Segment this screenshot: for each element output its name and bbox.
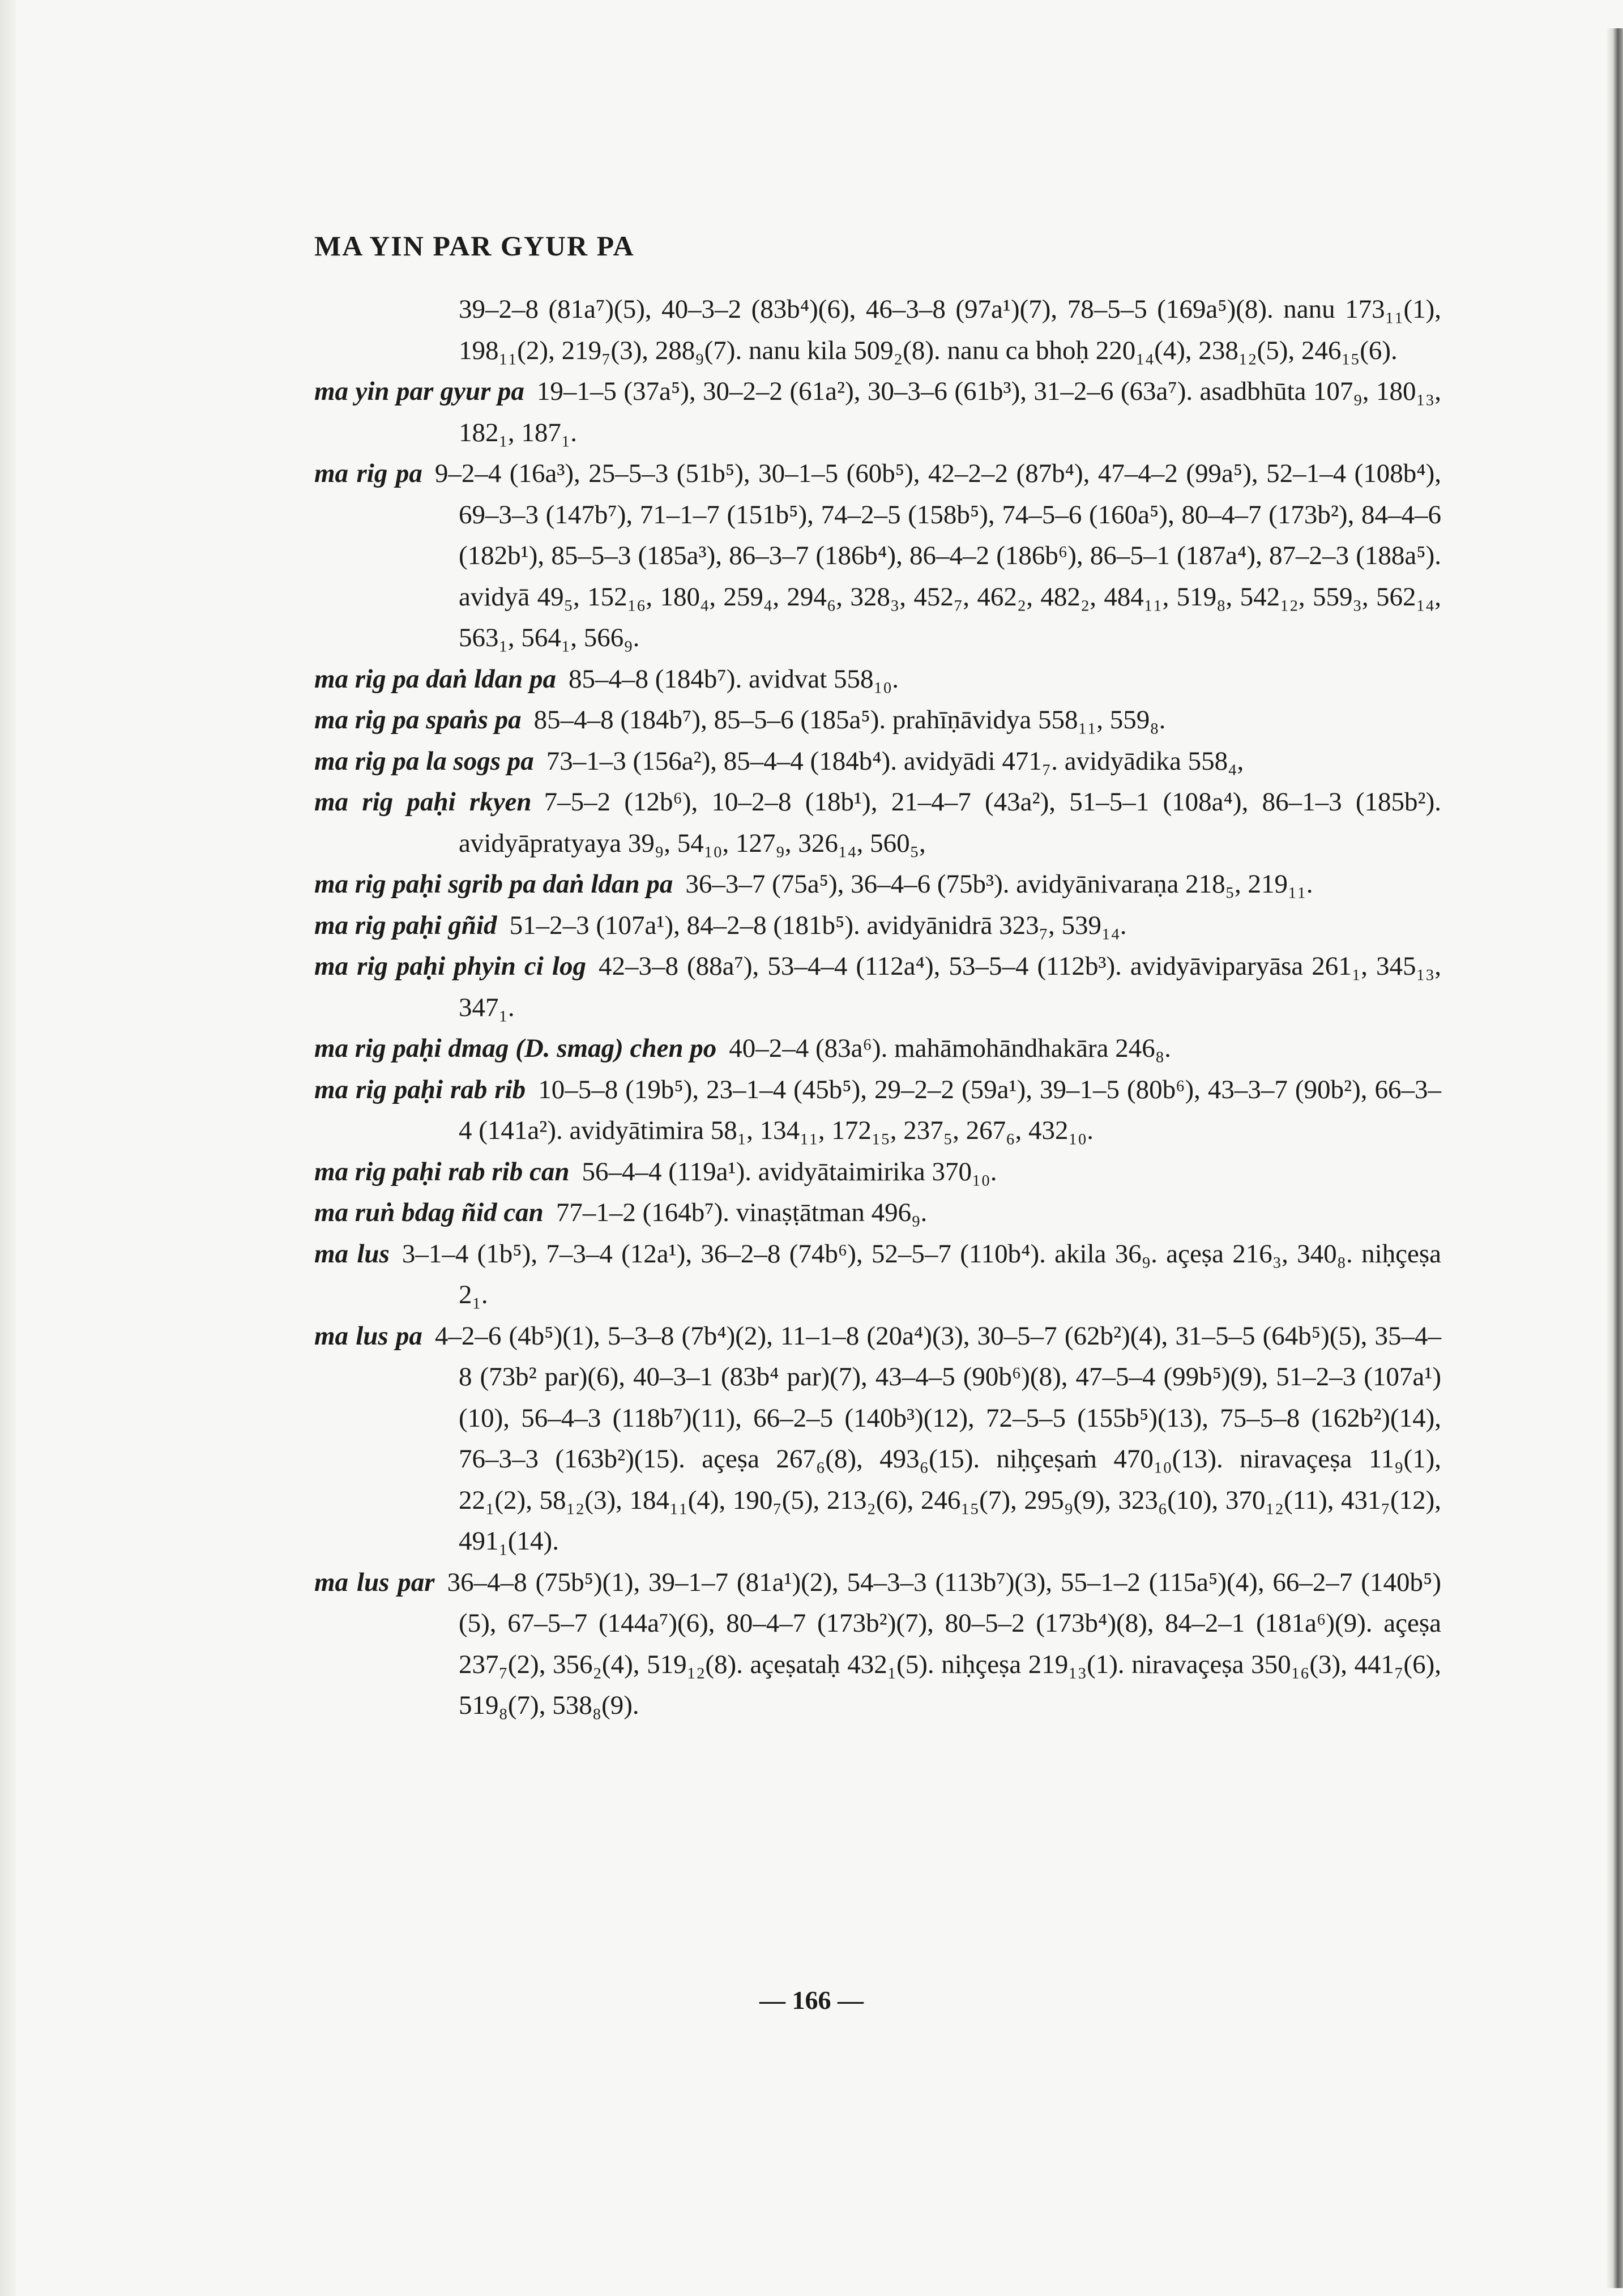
page-number: — 166 — (759, 1986, 864, 2015)
entry-references: 4–2–6 (4b⁵)(1), 5–3–8 (7b⁴)(2), 11–1–8 (20a⁴)(3), 30–5–7 (62b²)(4), 31–5–5 (64b⁵)(5), 35–4–8 (73b² par)(6), 40–3–1 (83b⁴ par)(7), 43–4–5 (90b⁶)(8), 47–5–4 (99b⁵)(9), 51–2–3 (107a¹)(10), 56–4–3 (118b⁷)(11), 66–2–5 (140b³)(12), 72–5–5 (155b⁵)(13), 75–5–8 (162b²)(14), 76–3–3 (163b²)(15). açeṣa 267₆(8), 493₆(15). niḥçeṣaṁ 470₁₀(13). niravaçeṣa 11₉(1), 22₁(2), 58₁₂(3), 184₁₁(4), 190₇(5), 213₂(6), 246₁₅(7), 295₉(9), 323₆(10), 370₁₂(11), 431₇(12), 491₁(14). (434, 1321, 1442, 1556)
dictionary-entry (314, 1028, 1441, 1069)
dictionary-entry (314, 905, 1441, 946)
entry-headword: ma rig paḥi sgrib pa daṅ ldan pa (314, 869, 673, 899)
entry-headword: ma yin par gyur pa (314, 377, 524, 406)
entry-headword: ma lus par (314, 1567, 435, 1597)
entry-references: 36–4–8 (75b⁵)(1), 39–1–7 (81a¹)(2), 54–3–3 (113b⁷)(3), 55–1–2 (115a⁵)(4), 66–2–7 (140b⁵)(5), 67–5–7 (144a⁷)(6), 80–4–7 (173b²)(7), 80–5–2 (173b⁴)(8), 84–2–1 (181a⁶)(9). açeṣa 237₇(2), 356₂(4), 519₁₂(8). açeṣataḥ 432₁(5). niḥçeṣa 219₁₃(1). niravaçeṣa 350₁₆(3), 441₇(6), 519₈(7), 538₈(9). (447, 1567, 1441, 1720)
entry-headword: ma rig paḥi phyin ci log (314, 951, 586, 981)
dictionary-entry (314, 699, 1441, 741)
page-left-edge (0, 0, 16, 2296)
entry-references: 36–3–7 (75a⁵), 36–4–6 (75b³). avidyānivaraṇa 218₅, 219₁₁. (685, 869, 1313, 899)
entry-headword: ma rig paḥi dmag (D. smag) chen po (314, 1034, 717, 1063)
entry-references: 73–1–3 (156a²), 85–4–4 (184b⁴). avidyādi 471₇. avidyādika 558₄, (546, 746, 1244, 776)
dictionary-entries (314, 289, 1441, 1726)
entry-headword: ma lus pa (314, 1321, 422, 1351)
dictionary-entry (314, 1192, 1441, 1234)
entry-references: 9–2–4 (16a³), 25–5–3 (51b⁵), 30–1–5 (60b⁵), 42–2–2 (87b⁴), 47–4–2 (99a⁵), 52–1–4 (108b⁴), 69–3–3 (147b⁷), 71–1–7 (151b⁵), 74–2–5 (158b⁵), 74–5–6 (160a⁵), 80–4–7 (173b²), 84–4–6 (182b¹), 85–5–3 (185a³), 86–3–7 (186b⁴), 86–4–2 (186b⁶), 86–5–1 (187a⁴), 87–2–3 (188a⁵). avidyā 49₅, 152₁₆, 180₄, 259₄, 294₆, 328₃, 452₇, 462₂, 482₂, 484₁₁, 519₈, 542₁₂, 559₃, 562₁₄, 563₁, 564₁, 566₉. (434, 459, 1441, 652)
dictionary-entry (314, 659, 1441, 700)
dictionary-entry (314, 741, 1441, 782)
dictionary-entry (314, 1151, 1441, 1193)
dictionary-entry (314, 1234, 1441, 1316)
entry-references: 77–1–2 (164b⁷). vinaṣṭātman 496₉. (556, 1198, 928, 1227)
entry-references: 10–5–8 (19b⁵), 23–1–4 (45b⁵), 29–2–2 (59a¹), 39–1–5 (80b⁶), 43–3–7 (90b²), 66–3–4 (141a²). avidyātimira 58₁, 134₁₁, 172₁₅, 237₅, 267₆, 432₁₀. (459, 1074, 1441, 1145)
entry-headword: ma lus (314, 1239, 390, 1269)
dictionary-entry (314, 1069, 1441, 1151)
page-right-edge (1606, 28, 1623, 2288)
entry-references: 85–4–8 (184b⁷), 85–5–6 (185a⁵). prahīṇāvidya 558₁₁, 559₈. (533, 705, 1166, 735)
entry-references: 39–2–8 (81a⁷)(5), 40–3–2 (83b⁴)(6), 46–3–8 (97a¹)(7), 78–5–5 (169a⁵)(8). nanu 173₁₁(1), 198₁₁(2), 219₇(3), 288₉(7). nanu kila 509₂(8). nanu ca bhoḥ 220₁₄(4), 238₁₂(5), 246₁₅(6). (459, 295, 1441, 365)
page-heading: MA YIN PAR GYUR PA (314, 230, 635, 262)
dictionary-entry (314, 946, 1441, 1028)
dictionary-entry (314, 1562, 1441, 1726)
dictionary-entry (314, 782, 1441, 864)
dictionary-entry (314, 371, 1441, 453)
entry-references: 51–2–3 (107a¹), 84–2–8 (181b⁵). avidyānidrā 323₇, 539₁₄. (509, 910, 1127, 940)
entry-references: 19–1–5 (37a⁵), 30–2–2 (61a²), 30–3–6 (61b³), 31–2–6 (63a⁷). asadbhūta 107₉, 180₁₃, 182₁, 187₁. (459, 377, 1441, 447)
entry-headword: ma rig pa daṅ ldan pa (314, 664, 556, 694)
dictionary-entry (314, 453, 1441, 659)
entry-headword: ma rig pa (314, 459, 422, 488)
entry-references: 56–4–4 (119a¹). avidyātaimirika 370₁₀. (582, 1156, 997, 1187)
entry-headword: ma rig paḥi rab rib (314, 1074, 526, 1104)
entry-headword: ma ruṅ bdag ñid can (314, 1198, 544, 1227)
entry-references: 42–3–8 (88a⁷), 53–4–4 (112a⁴), 53–5–4 (112b³). avidyāviparyāsa 261₁, 345₁₃, 347₁. (459, 951, 1441, 1022)
entry-headword: ma rig pa spaṅs pa (314, 705, 522, 735)
dictionary-entry (314, 289, 1441, 371)
entry-references: 40–2–4 (83a⁶). mahāmohāndhakāra 246₈. (729, 1034, 1171, 1063)
entry-headword: ma rig paḥi rab rib can (314, 1156, 570, 1187)
entry-headword: ma rig pa la sogs pa (314, 746, 534, 776)
dictionary-entry (314, 864, 1441, 905)
entry-references: 3–1–4 (1b⁵), 7–3–4 (12a¹), 36–2–8 (74b⁶), 52–5–7 (110b⁴). akila 36₉. açeṣa 216₃, 340₈. niḥçeṣa 2₁. (402, 1239, 1442, 1309)
entry-references: 7–5–2 (12b⁶), 10–2–8 (18b¹), 21–4–7 (43a²), 51–5–1 (108a⁴), 86–1–3 (185b²). avidyāpratyaya 39₉, 54₁₀, 127₉, 326₁₄, 560₅, (459, 787, 1441, 858)
dictionary-entry (314, 1316, 1441, 1562)
entry-references: 85–4–8 (184b⁷). avidvat 558₁₀. (569, 664, 899, 694)
entry-headword: ma rig paḥi rkyen (314, 787, 532, 817)
entry-headword: ma rig paḥi gñid (314, 910, 497, 940)
